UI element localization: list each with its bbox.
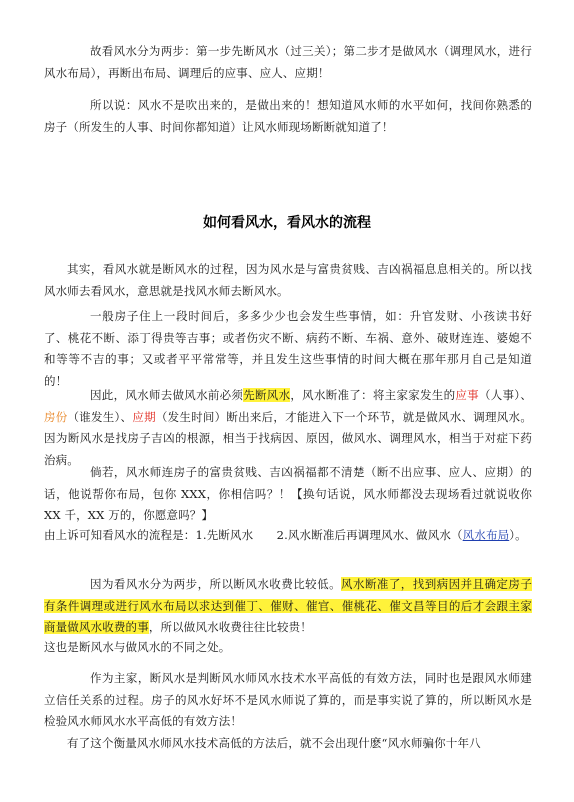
text-span: ）。 [509,528,527,542]
paragraph-diagnose-first [44,385,532,471]
paragraph-fees [44,574,532,639]
red-term-yingqi: 应期 [132,409,156,424]
text-span: ，所以做风水收费往往比较贵！ [148,620,312,634]
highlight-fee-condition: 风水断准了，找到病因并且确定房子有条件调理或进行风水布局以求达到催丁、催财、催官、催桃花、催文昌等目的后才会跟主家商量做风水收费的事 [44,577,532,634]
section-title: 如何看风水，看风水的流程 [203,215,371,231]
paragraph-not-bragged: 所以说：风水不是吹出来的，是做出来的！想知道风水师的水平如何，找间你熟悉的房子（所发生的人事、时间你都知道）让风水师现场断断就知道了！ [44,98,532,134]
paragraph-house-events: 一般房子住上一段时间后，多多少少也会发生些事情，如：升官发财、小孩读书好了、桃花不断、添丁得贵等吉事；或者伤灾不断、病药不断、车祸、意外、破财连连、婆媳不和等等不吉的事；又或者平平常常等，并且发生这些事情的时间大概在那年那月自己是知道的！ [44,309,532,388]
text-span: 因为看风水分为两步，所以断风水收费比较低。 [90,577,342,591]
text-span: （人事）、 [478,388,532,402]
paragraph-difference: 这也是断风水与做风水的不同之处。 [44,640,231,654]
paragraph-skeptic: 倘若，风水师连房子的富贵贫贱、吉凶祸福都不清楚（断不出应事、应人、应期）的话，他说帮你布局，包你 XXX，你相信吗？！【换句话说，风水师都没去现场看过就说收你 XX 千，XX 万的，你愿意吗？】 [44,465,532,522]
paragraph-two-steps: 故看风水分为两步：第一步先断风水（过三关）；第二步才是做风水（调理风水，进行风水布局），再断出布局、调理后的应事、应人、应期！ [44,44,532,80]
text-span: ，风水断准了：将主家家发生的 [290,388,456,402]
highlight-diagnose: 先断风水 [243,388,291,402]
paragraph-conclusion-partial: 有了这个衡量风水师风水技术高低的方法后，就不会出现什麽“风水师骗你十年八 [67,736,481,750]
text-span: （发生时间）断出来后，才能进入下一个环节，就是做风水、调理风水。因为断风水是找房子吉凶的根源，相当于找病因、原因，做风水、调理风水，相当于对症下药治病。 [44,409,532,467]
red-term-yingshi: 应事 [455,388,479,402]
text-span: 因此，风水师去做风水前必须 [90,388,244,402]
paragraph-intro: 其实，看风水就是断风水的过程，因为风水是与富贵贫贱、吉凶祸福息息相关的。所以找风水师去看风水，意思就是找风水师去断风水。 [44,262,532,298]
paragraph-owner-method: 作为主家，断风水是判断风水师风水技术水平高低的有效方法，同时也是跟风水师建立信任关系的过程。房子的风水好坏不是风水师说了算的，而是事实说了算的，所以断风水是检验风水师风水水平高低的有效方法！ [44,671,532,728]
orange-term-fangfen: 房份 [44,409,68,424]
paragraph-process [44,525,532,547]
fengshui-layout-link[interactable]: 风水布局 [462,528,510,542]
text-span: 由上诉可知看风水的流程是：1.先断风水 2.风水断准后再调理风水、做风水（ [44,528,463,542]
text-span: （谁发生）、 [67,409,133,424]
